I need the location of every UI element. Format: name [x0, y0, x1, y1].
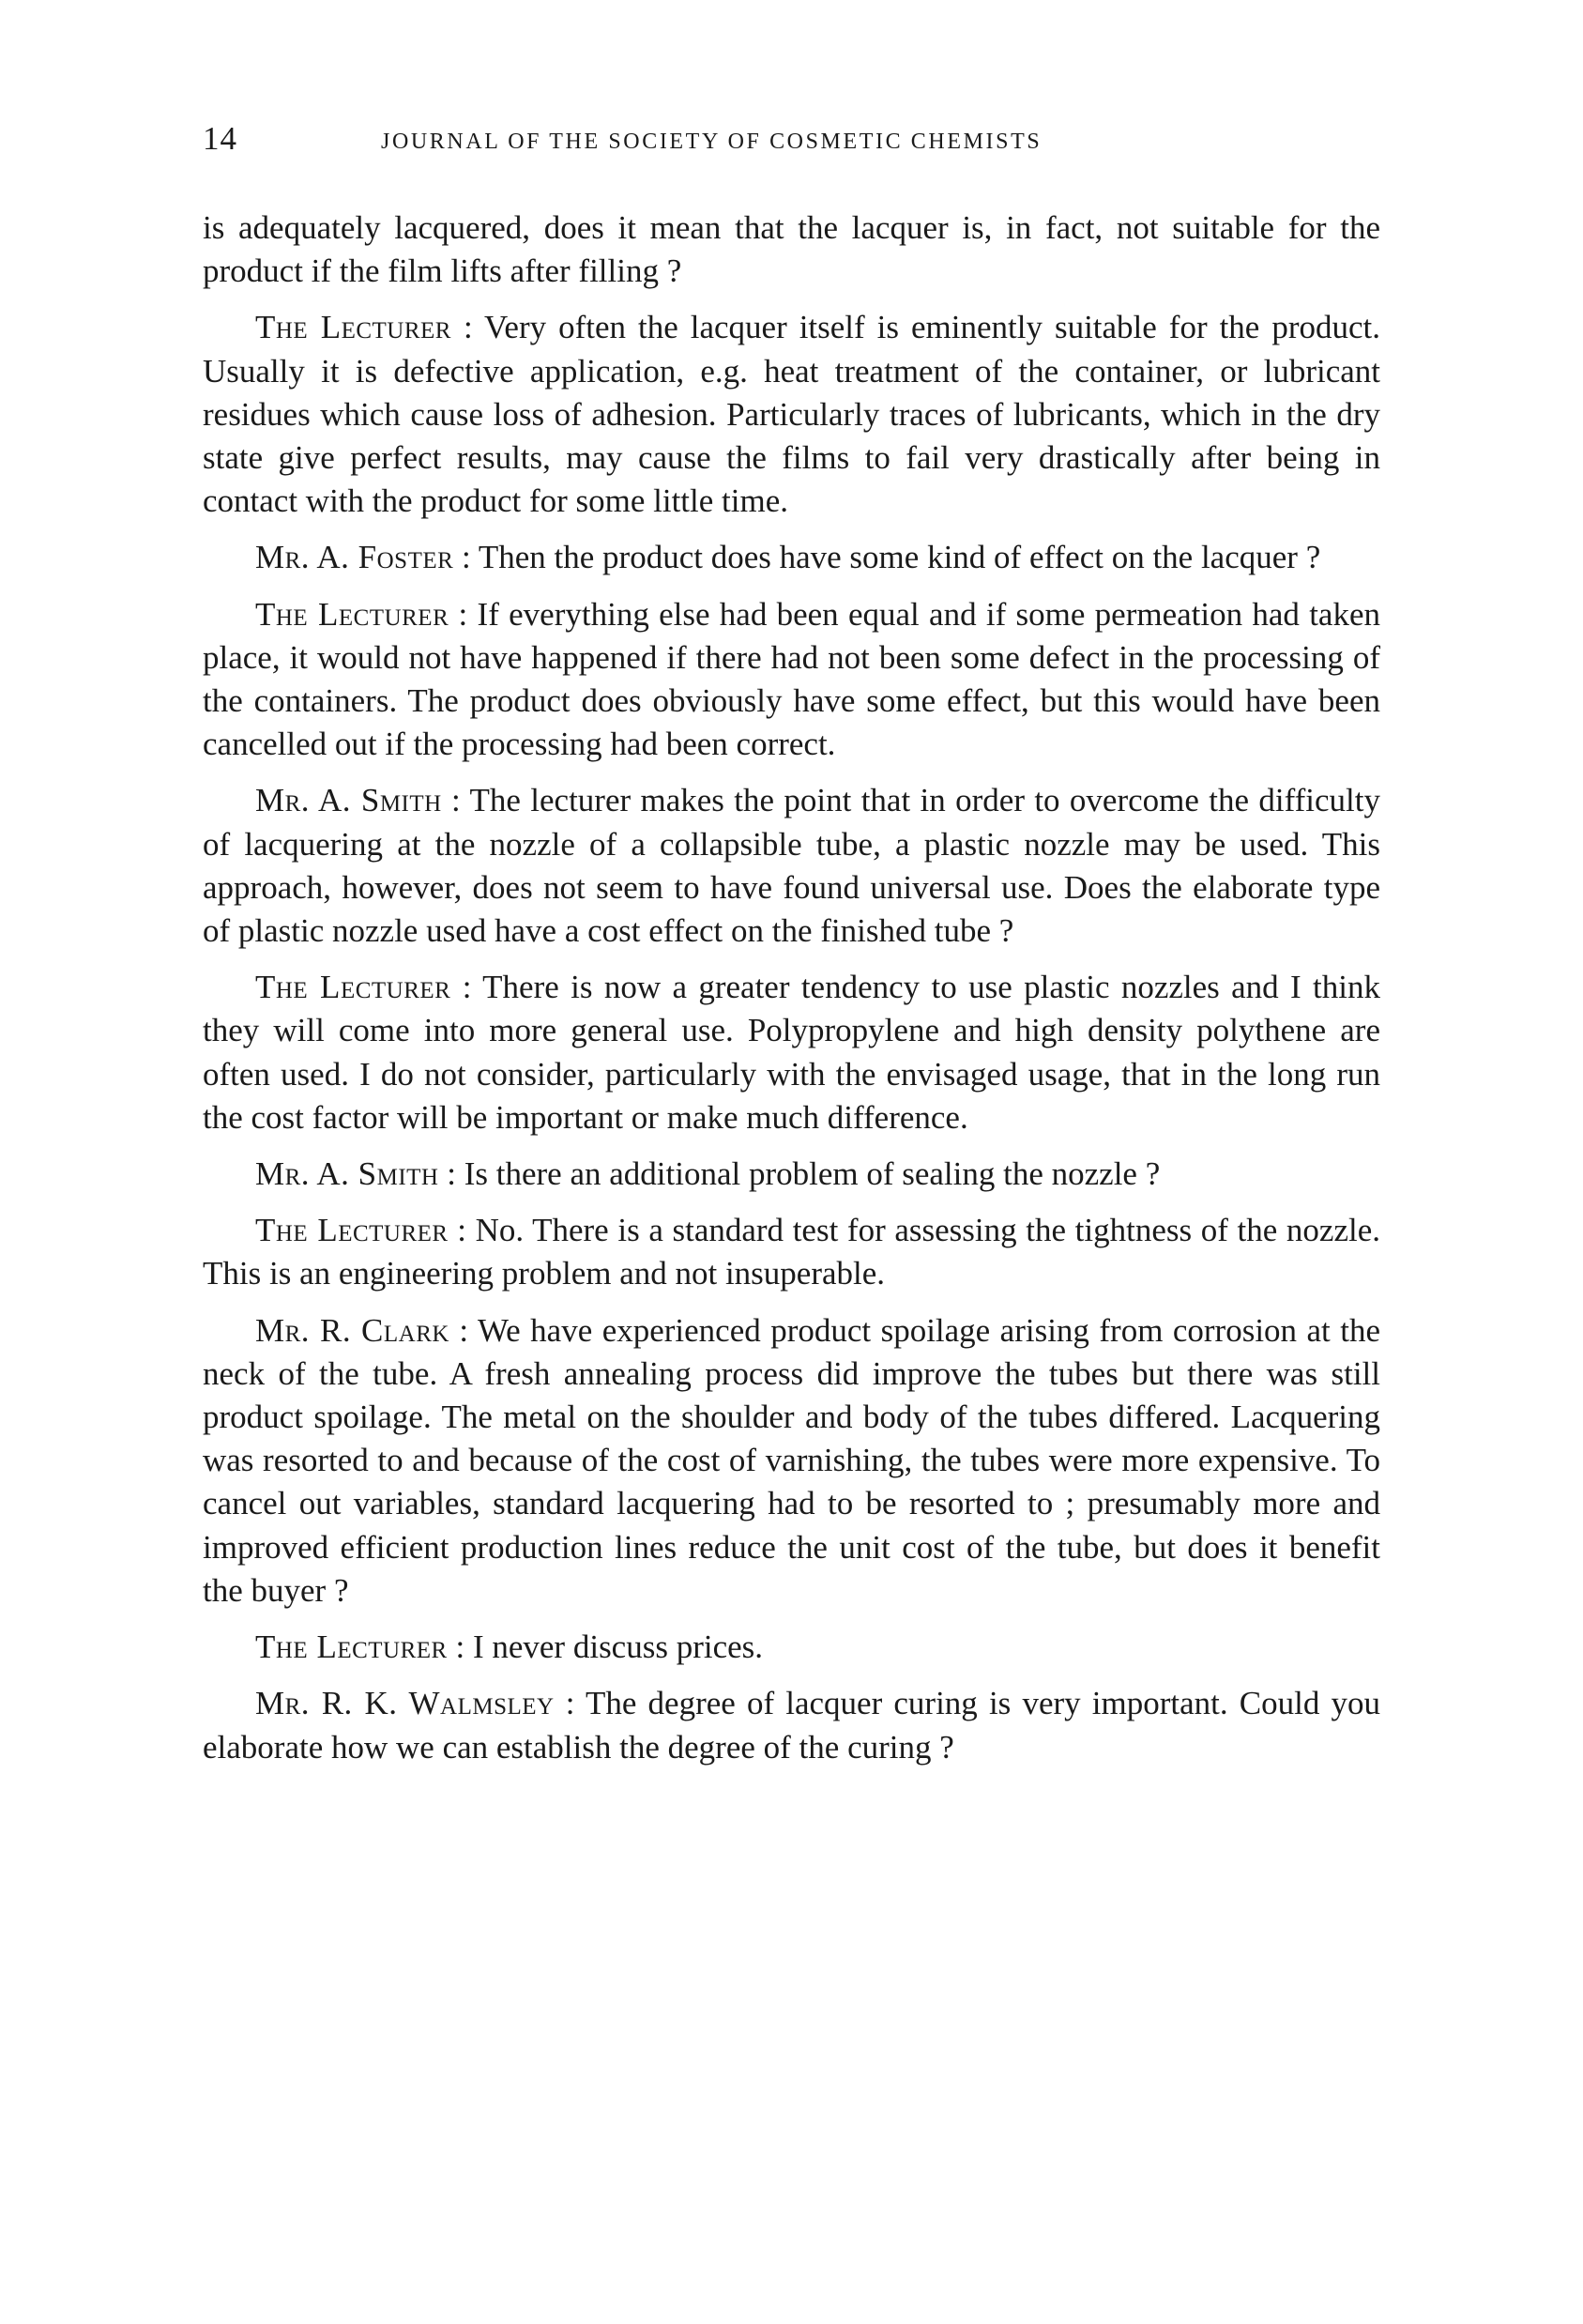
paragraph [203, 1626, 1380, 1669]
paragraph [203, 206, 1380, 293]
paragraph [203, 1153, 1380, 1196]
discussion-text [203, 206, 1380, 1782]
paragraph [203, 306, 1380, 523]
speaker-name: The Lecturer [255, 1628, 448, 1666]
paragraph-text: : Is there an additional problem of sealing the nozzle ? [438, 1155, 1161, 1193]
speaker-name: Mr. A. Foster [255, 539, 454, 576]
paragraph-text: : No. There is a standard test for assessing the tightness of the nozzle. This is an engineering problem and not insuperable. [203, 1212, 1380, 1292]
running-head: JOURNAL OF THE SOCIETY OF COSMETIC CHEMISTS [381, 130, 1043, 154]
page-number: 14 [203, 120, 237, 157]
speaker-name: Mr. R. K. Walmsley [255, 1685, 555, 1722]
speaker-name: The Lecturer [255, 1212, 449, 1249]
paragraph-text: : We have experienced product spoilage arising from corrosion at the neck of the tube. A fresh annealing process did improve the tubes but there was still product spoilage. The metal on the shoulder and body of the tubes differed. Lacquering was resorted to and because of the cost of varnishing, the tubes were more expensive. To cancel out variables, standard lacquering had to be resorted to ; presumably more and improved efficient production lines reduce the unit cost of the tube, but does it benefit the buyer ? [203, 1311, 1380, 1609]
paragraph [203, 593, 1380, 767]
paragraph-text: : Very often the lacquer itself is eminently suitable for the product. Usually it is defective application, e.g. heat treatment of the container, or lubricant residues which cause loss of adhesion. Particularly traces of lubricants, which in the dry state give perfect results, may cause the films to fail very drastically after being in contact with the product for some little time. [203, 309, 1380, 520]
paragraph [203, 1309, 1380, 1613]
speaker-name: The Lecturer [255, 595, 449, 633]
speaker-name: Mr. A. Smith [255, 782, 442, 819]
paragraph [203, 536, 1380, 579]
paragraph [203, 779, 1380, 953]
paragraph-text: : If everything else had been equal and if some permeation had taken place, it would not have happened if there had not been some defect in the processing of the containers. The product does obviously have some effect, but this would have been cancelled out if the processing had been correct. [203, 595, 1380, 763]
paragraph-text: : There is now a greater tendency to use plastic nozzles and I think they will come into more general use. Polypropylene and high density polythene are often used. I do not consider, particularly with the envisaged usage, that in the long run the cost factor will be important or make much difference. [203, 969, 1380, 1136]
paragraph-text: : The lecturer makes the point that in order to overcome the difficulty of lacquering at the nozzle of a collapsible tube, a plastic nozzle may be used. This approach, however, does not seem to have found universal use. Does the elaborate type of plastic nozzle used have a cost effect on the finished tube ? [203, 782, 1380, 950]
speaker-name: The Lecturer [255, 309, 451, 346]
speaker-name: Mr. A. Smith [255, 1155, 439, 1193]
paragraph [203, 1682, 1380, 1768]
paragraph [203, 966, 1380, 1139]
paragraph-text: is adequately lacquered, does it mean that the lacquer is, in fact, not suitable for the product if the film lifts after filling ? [203, 209, 1380, 290]
paragraph-text: : The degree of lacquer curing is very important. Could you elaborate how we can establish the degree of the curing ? [203, 1685, 1380, 1766]
paragraph-text: : I never discuss prices. [447, 1628, 764, 1666]
paragraph [203, 1209, 1380, 1295]
page-header [203, 120, 1385, 167]
speaker-name: Mr. R. Clark [255, 1311, 449, 1349]
paragraph-text: : Then the product does have some kind of effect on the lacquer ? [453, 539, 1321, 576]
speaker-name: The Lecturer [255, 969, 451, 1006]
